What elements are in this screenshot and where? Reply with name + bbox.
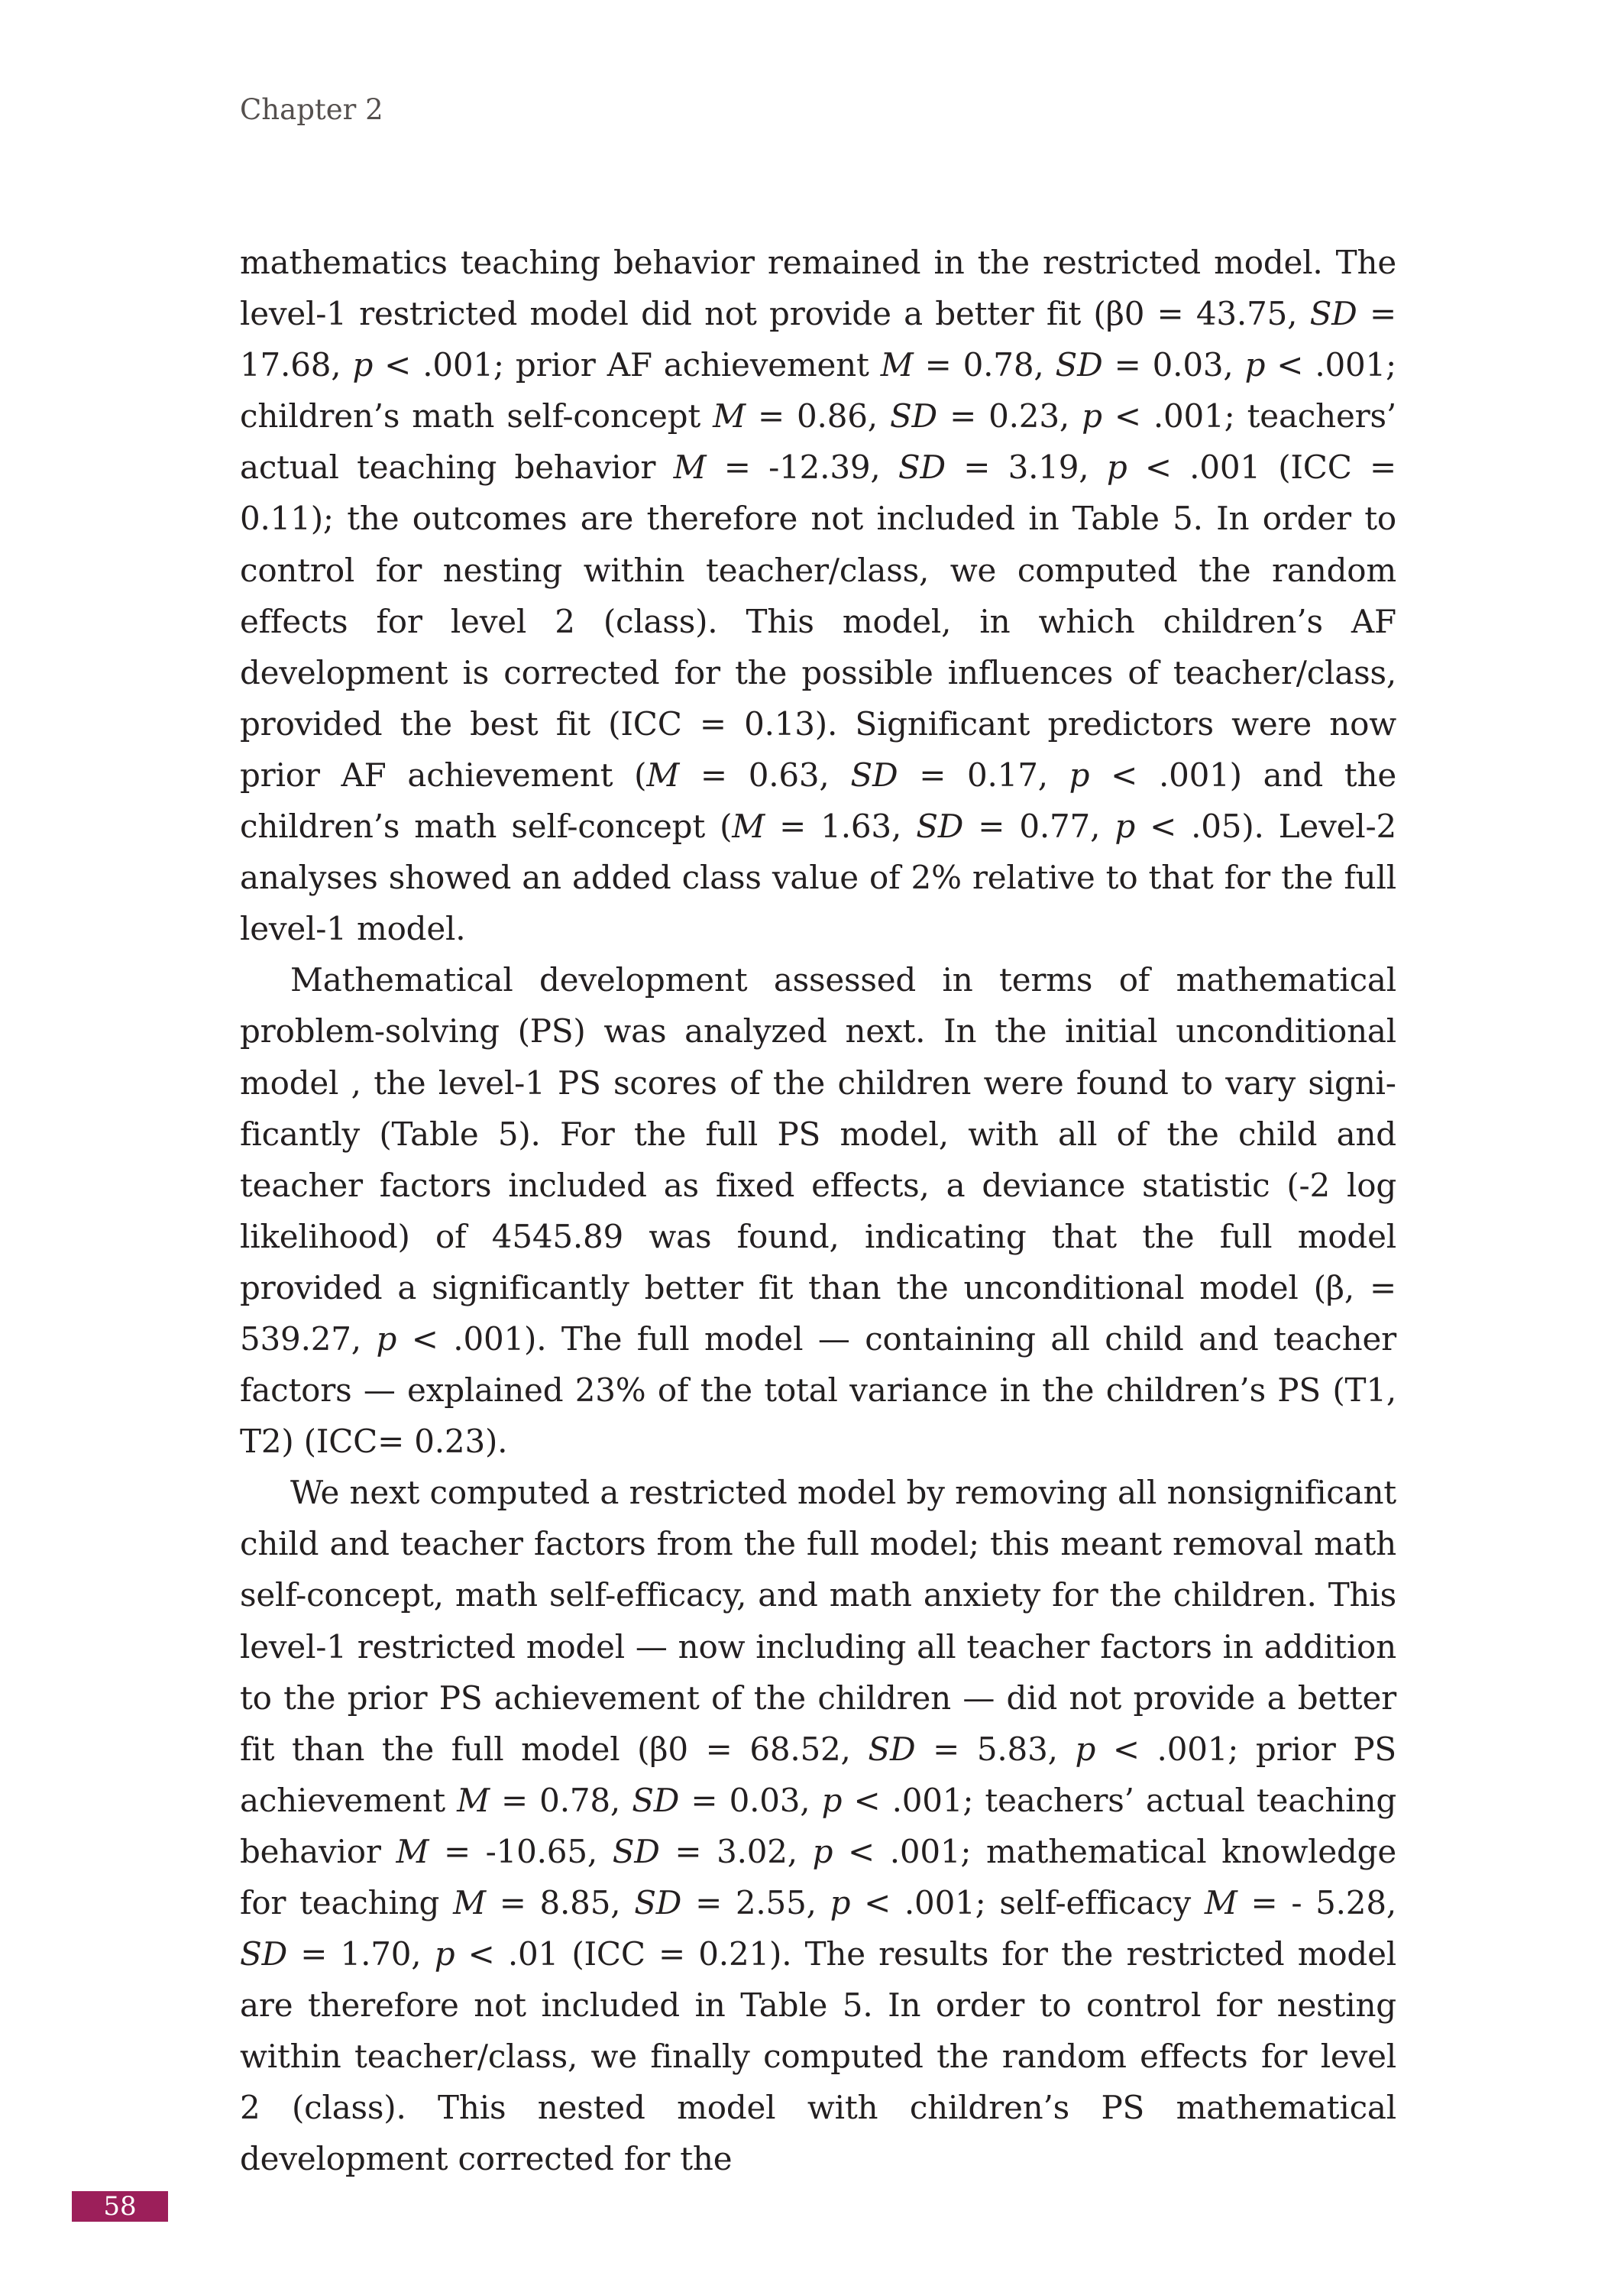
text-run: = 3.02, xyxy=(659,1832,813,1870)
italic-run: SD xyxy=(889,397,938,435)
text-run: = 0.17, xyxy=(898,756,1069,794)
italic-run: p xyxy=(1075,1730,1096,1768)
italic-run: SD xyxy=(240,1935,288,1973)
italic-run: SD xyxy=(634,1884,682,1921)
text-run: = 0.77, xyxy=(963,808,1115,846)
italic-run: p xyxy=(1114,808,1135,846)
italic-run: SD xyxy=(868,1730,916,1768)
italic-run: M xyxy=(673,448,707,487)
page-number: 58 xyxy=(103,2191,137,2222)
text-run: < .001; prior AF achievement xyxy=(373,346,881,384)
italic-run: SD xyxy=(898,448,946,487)
text-run: = 0.86, xyxy=(745,397,890,435)
paragraph xyxy=(240,237,1396,954)
text-run: = 8.85, xyxy=(485,1884,635,1921)
running-head: Chapter 2 xyxy=(240,93,383,126)
text-run: < .01 (ICC = 0.21). The results for the restricted model are therefore not included in Table 5. In order to control for nesting within teacher/class, we finally computed the random effects for level 2 (class). This nested model with children’s PS mathematical development corrected for the xyxy=(240,1935,1396,2178)
text-run: = 17.68, xyxy=(240,295,1396,384)
italic-run: p xyxy=(352,346,374,384)
text-run: = 1.63, xyxy=(765,808,917,846)
italic-run: SD xyxy=(632,1781,680,1819)
italic-run: p xyxy=(812,1832,833,1870)
italic-run: p xyxy=(1082,397,1102,435)
paragraph xyxy=(240,1467,1396,2184)
text-run: We next computed a restricted model by removing all nonsignificant child and teacher factors from the full model; this meant removal math self-concept, math self-efficacy, and math anxiety for the children. This level-1 restricted model — now including all teacher factors in addition to the prior PS achievement of the children — did not provide a better fit than the full model (β0 = 68.52, xyxy=(240,1474,1396,1768)
italic-run: SD xyxy=(850,756,898,794)
italic-run: M xyxy=(396,1832,429,1870)
italic-run: M xyxy=(457,1781,490,1819)
text-run: = 0.78, xyxy=(489,1781,632,1819)
italic-run: M xyxy=(1204,1884,1237,1921)
text-run: mathematics teaching behavior remained in the restricted model. The level-1 restricted model did not provide a better fit (β0 = 43.75, xyxy=(240,244,1396,333)
italic-run: p xyxy=(376,1319,397,1358)
italic-run: M xyxy=(646,756,680,794)
italic-run: p xyxy=(1244,346,1266,384)
body-text xyxy=(240,237,1396,2185)
text-run: = 0.78, xyxy=(913,346,1056,384)
text-run: = 1.70, xyxy=(287,1935,435,1973)
italic-run: p xyxy=(1106,448,1127,487)
italic-run: M xyxy=(732,808,765,846)
italic-run: SD xyxy=(612,1832,660,1870)
text-run: Mathematical development assessed in terms of mathematical problem-solving (PS) was analyzed next. In the initial unconditional model , the level-1 PS scores of the children were found to vary significantly (Table 5). For the full PS model, with all of the child and teacher factors included as fixed effects, a deviance statistic (-2 log likelihood) of 4545.89 was found, indicating that the full model provided a significantly better fit than the unconditional model (β, = 539.27, xyxy=(240,961,1396,1358)
text-run: < .001; teachers’ actual teaching behavior xyxy=(240,1781,1397,1870)
text-run: < .001; prior PS achievement xyxy=(240,1730,1397,1819)
italic-run: p xyxy=(821,1781,843,1819)
italic-run: M xyxy=(713,397,746,435)
text-run: = 0.63, xyxy=(679,756,851,794)
text-run: < .001; teachers’ actual teaching behavior xyxy=(240,397,1397,487)
text-run: = 0.03, xyxy=(679,1781,822,1819)
text-run: < .001) and the children’s math self-concept ( xyxy=(240,756,1396,846)
text-run: < .001). The full model — containing all child and teacher factors — explained 23% of the total variance in the children’s PS (T1, T2) (ICC= 0.23). xyxy=(240,1319,1397,1461)
italic-run: M xyxy=(880,346,914,384)
italic-run: SD xyxy=(916,808,964,846)
italic-run: p xyxy=(434,1935,455,1973)
text-run: = - 5.28, xyxy=(1237,1884,1396,1921)
text-run: < .001; self-efficacy xyxy=(850,1884,1205,1921)
text-run: = 0.23, xyxy=(937,397,1082,435)
text-run: = -10.65, xyxy=(429,1832,613,1870)
text-run: = 0.03, xyxy=(1102,346,1245,384)
italic-run: p xyxy=(830,1884,851,1921)
paragraph xyxy=(240,954,1396,1467)
text-run: < .05). Level-2 analyses showed an added class value of 2% relative to that for the full level-1 model. xyxy=(240,808,1397,948)
text-run: = 3.19, xyxy=(945,448,1107,487)
italic-run: SD xyxy=(1309,295,1357,333)
text-run: < .001 (ICC = 0.11); the outcomes are therefore not included in Table 5. In order to control for nesting within teacher/class, we computed the random effects for level 2 (class). This model, in which children’s AF development is corrected for the possible influences of teacher/class, provided the best fit (ICC = 0.13). Significant predictors were now prior AF achievement ( xyxy=(240,448,1397,794)
italic-run: SD xyxy=(1055,346,1103,384)
text-run: = 2.55, xyxy=(681,1884,830,1921)
page-number-box xyxy=(72,2191,168,2222)
text-run: < .001; mathematical knowledge for teaching xyxy=(240,1832,1397,1921)
text-run: = -12.39, xyxy=(706,448,898,487)
text-run: < .001; children’s math self-concept xyxy=(240,346,1397,435)
italic-run: p xyxy=(1069,756,1090,794)
italic-run: M xyxy=(453,1884,486,1921)
text-run: = 5.83, xyxy=(915,1730,1076,1768)
